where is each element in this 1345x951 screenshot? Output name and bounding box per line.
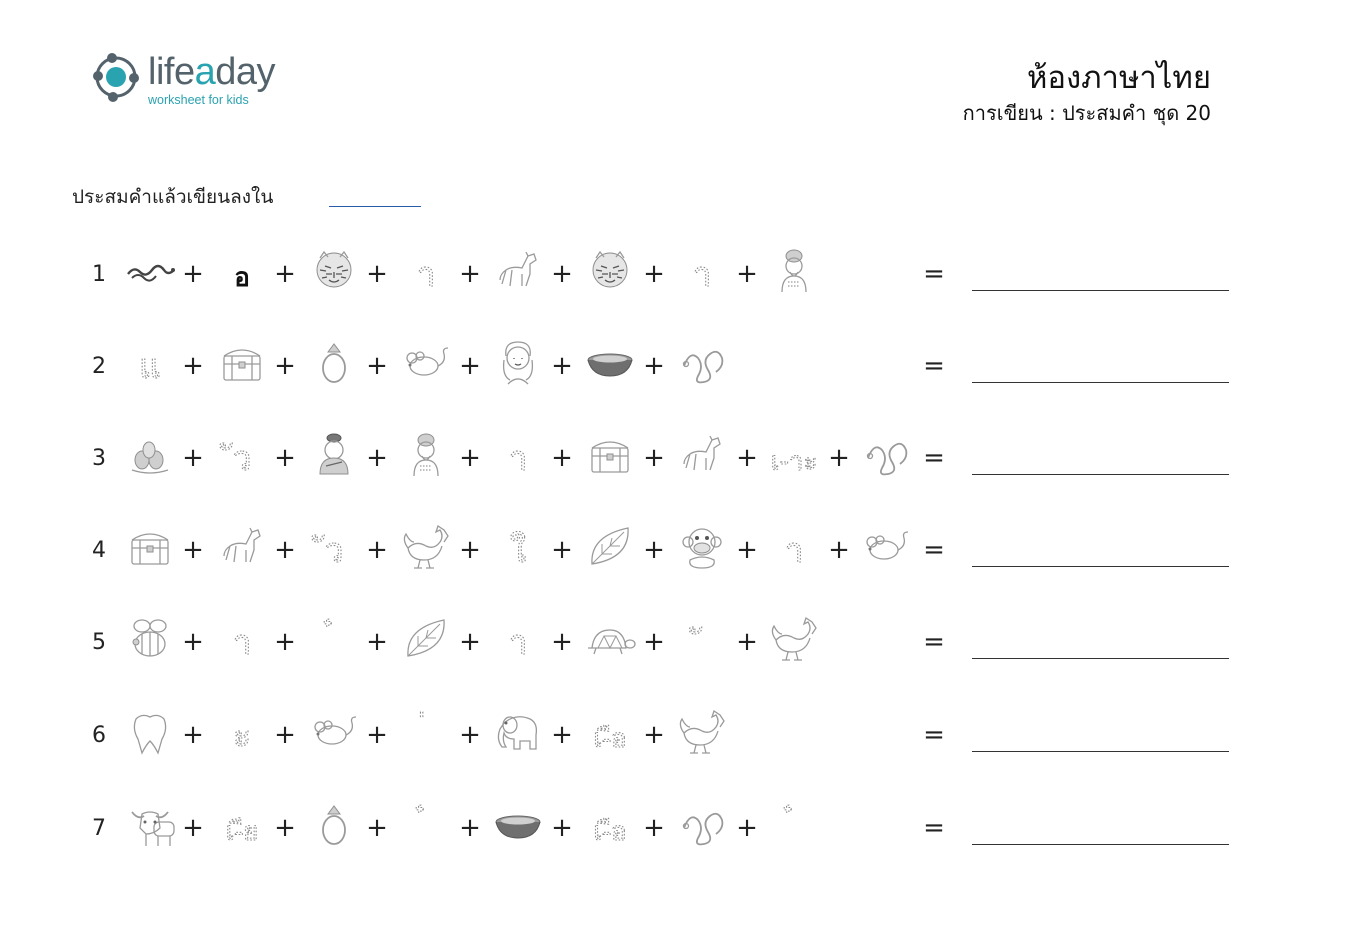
- exercise-row-5: [0, 612, 1345, 672]
- plus-sign: +: [459, 443, 481, 473]
- dotted-vowel-token: [216, 612, 268, 666]
- plus-sign: +: [274, 627, 296, 657]
- plus-sign: +: [643, 443, 665, 473]
- dotted-vowel-token: [492, 520, 544, 574]
- snake-icon: [676, 798, 728, 852]
- dotted-vowel-token: [400, 244, 452, 298]
- equals-sign: =: [923, 535, 945, 565]
- plus-sign: +: [274, 813, 296, 843]
- svg-text:เ-ีย: เ-ีย: [225, 817, 259, 847]
- answer-line[interactable]: [972, 844, 1229, 845]
- plus-sign: +: [828, 535, 850, 565]
- exercise-number: 4: [92, 538, 106, 563]
- answer-line[interactable]: [972, 382, 1229, 383]
- svg-text:๋: [324, 619, 332, 627]
- plus-sign: +: [182, 259, 204, 289]
- svg-text:ะ: ะ: [232, 716, 252, 756]
- equals-sign: =: [923, 627, 945, 657]
- exercise-row-2: [0, 336, 1345, 396]
- plus-sign: +: [366, 627, 388, 657]
- brand-tagline: worksheet for kids: [148, 93, 249, 107]
- dotted-vowel-token: [400, 705, 452, 759]
- plus-sign: +: [736, 443, 758, 473]
- plus-sign: +: [643, 535, 665, 565]
- dotted-vowel-token: [308, 520, 360, 574]
- monkey-icon: [676, 520, 728, 574]
- svg-text:เ-ือ: เ-ือ: [593, 724, 627, 754]
- horse-icon: [216, 520, 268, 574]
- svg-text:ใ: ใ: [509, 531, 527, 571]
- dotted-vowel-token: [216, 705, 268, 759]
- rooster-icon: [400, 520, 452, 574]
- plus-sign: +: [459, 720, 481, 750]
- answer-line[interactable]: [972, 751, 1229, 752]
- dotted-vowel-token: [492, 428, 544, 482]
- svg-text:า: า: [784, 531, 804, 571]
- dotted-vowel-token: [308, 612, 360, 666]
- exercise-number: 1: [92, 262, 106, 287]
- answer-line[interactable]: [972, 290, 1229, 291]
- dotted-vowel-token: [492, 612, 544, 666]
- equals-sign: =: [923, 813, 945, 843]
- eggs-icon: [124, 428, 176, 482]
- plus-sign: +: [366, 535, 388, 565]
- instruction-text: ประสมคำแล้วเขียนลงใน: [72, 186, 274, 208]
- plus-sign: +: [366, 259, 388, 289]
- plus-sign: +: [182, 351, 204, 381]
- svg-text:ัว: ัว: [232, 439, 252, 479]
- chest-icon: [216, 336, 268, 390]
- tiger-icon: [308, 244, 360, 298]
- exercise-number: 3: [92, 446, 106, 471]
- exercise-row-1: [0, 244, 1345, 304]
- leaf-icon: [400, 612, 452, 666]
- plus-sign: +: [459, 351, 481, 381]
- dotted-vowel-token: [768, 428, 820, 482]
- plus-sign: +: [643, 627, 665, 657]
- svg-text:า: า: [232, 623, 252, 663]
- svg-text:แ: แ: [139, 347, 161, 387]
- plus-sign: +: [274, 351, 296, 381]
- lifeaday-logo: [90, 50, 300, 110]
- plus-sign: +: [736, 627, 758, 657]
- svg-text:ั: [689, 627, 702, 634]
- plus-sign: +: [182, 720, 204, 750]
- girl-icon: [492, 336, 544, 390]
- plus-sign: +: [182, 627, 204, 657]
- equals-sign: =: [923, 443, 945, 473]
- rooster-icon: [768, 612, 820, 666]
- plus-sign: +: [274, 720, 296, 750]
- answer-line[interactable]: [972, 566, 1229, 567]
- monk-icon: [308, 428, 360, 482]
- plus-sign: +: [274, 535, 296, 565]
- exercise-number: 7: [92, 816, 106, 841]
- bee-icon: [124, 612, 176, 666]
- plus-sign: +: [551, 535, 573, 565]
- chest-icon: [584, 428, 636, 482]
- ring-icon: [308, 798, 360, 852]
- svg-text:๋: [416, 805, 424, 813]
- brand-name: lifeaday: [148, 51, 275, 93]
- plus-sign: +: [274, 259, 296, 289]
- plus-sign: +: [366, 813, 388, 843]
- dotted-vowel-token: [584, 705, 636, 759]
- chest-icon: [124, 520, 176, 574]
- snake-icon: [676, 336, 728, 390]
- svg-text:ัว: ัว: [324, 531, 344, 571]
- answer-line[interactable]: [972, 474, 1229, 475]
- exercise-row-4: [0, 520, 1345, 580]
- tiger-icon: [584, 244, 636, 298]
- hermit-icon: [400, 428, 452, 482]
- bowl-icon: [492, 798, 544, 852]
- exercise-number: 5: [92, 630, 106, 655]
- leaf-icon: [584, 520, 636, 574]
- plus-sign: +: [274, 443, 296, 473]
- plus-sign: +: [736, 813, 758, 843]
- exercise-number: 2: [92, 354, 106, 379]
- plus-sign: +: [459, 813, 481, 843]
- plus-sign: +: [459, 535, 481, 565]
- dotted-vowel-token: [216, 428, 268, 482]
- dotted-vowel-token: [584, 798, 636, 852]
- page-title: ห้องภาษาไทย: [1026, 60, 1211, 96]
- plus-sign: +: [551, 720, 573, 750]
- dotted-vowel-token: [676, 612, 728, 666]
- logo-molecule-icon: [90, 50, 146, 106]
- horse-icon: [492, 244, 544, 298]
- plus-sign: +: [551, 443, 573, 473]
- mouse-icon: [860, 520, 912, 574]
- dotted-vowel-token: [768, 798, 820, 852]
- svg-text:า: า: [416, 255, 436, 295]
- plus-sign: +: [182, 813, 204, 843]
- equals-sign: =: [923, 259, 945, 289]
- plus-sign: +: [643, 720, 665, 750]
- rooster-icon: [676, 705, 728, 759]
- ring-icon: [308, 336, 360, 390]
- page-subtitle: การเขียน : ประสมคำ ชุด 20: [962, 101, 1211, 125]
- exercise-row-6: [0, 705, 1345, 765]
- plus-sign: +: [643, 259, 665, 289]
- horse-icon: [676, 428, 728, 482]
- svg-text:า: า: [508, 439, 528, 479]
- dotted-vowel-token: [216, 798, 268, 852]
- equals-sign: =: [923, 351, 945, 381]
- dotted-vowel-token: [676, 244, 728, 298]
- ox-icon: [124, 798, 176, 852]
- svg-text:่: [420, 712, 423, 717]
- plus-sign: +: [736, 535, 758, 565]
- plus-sign: +: [551, 813, 573, 843]
- plus-sign: +: [459, 259, 481, 289]
- plus-sign: +: [643, 351, 665, 381]
- turtle-icon: [584, 612, 636, 666]
- svg-text:อ: อ: [234, 263, 250, 293]
- instruction-blank-line: [329, 206, 421, 207]
- snake-doodle-icon: [124, 244, 176, 298]
- plus-sign: +: [828, 443, 850, 473]
- svg-text:า: า: [692, 255, 712, 295]
- bowl-icon: [584, 336, 636, 390]
- plus-sign: +: [366, 443, 388, 473]
- plus-sign: +: [366, 720, 388, 750]
- plus-sign: +: [736, 259, 758, 289]
- plus-sign: +: [366, 351, 388, 381]
- exercise-row-7: [0, 798, 1345, 858]
- svg-text:เ-าะ: เ-าะ: [770, 447, 818, 477]
- hermit-icon: [768, 244, 820, 298]
- tooth-icon: [124, 705, 176, 759]
- plus-sign: +: [551, 627, 573, 657]
- mouse-icon: [400, 336, 452, 390]
- plus-sign: +: [643, 813, 665, 843]
- exercise-number: 6: [92, 723, 106, 748]
- elephant-icon: [492, 705, 544, 759]
- plus-sign: +: [551, 351, 573, 381]
- svg-text:เ-ือ: เ-ือ: [593, 817, 627, 847]
- exercise-row-3: [0, 428, 1345, 488]
- dotted-vowel-token: [768, 520, 820, 574]
- answer-line[interactable]: [972, 658, 1229, 659]
- plus-sign: +: [459, 627, 481, 657]
- snake-icon: [860, 428, 912, 482]
- plus-sign: +: [551, 259, 573, 289]
- equals-sign: =: [923, 720, 945, 750]
- dotted-vowel-token: [124, 336, 176, 390]
- dotted-vowel-token: [400, 798, 452, 852]
- letter-token: [216, 244, 268, 298]
- svg-text:๋: [784, 805, 792, 813]
- mouse-icon: [308, 705, 360, 759]
- plus-sign: +: [182, 443, 204, 473]
- plus-sign: +: [182, 535, 204, 565]
- svg-text:า: า: [508, 623, 528, 663]
